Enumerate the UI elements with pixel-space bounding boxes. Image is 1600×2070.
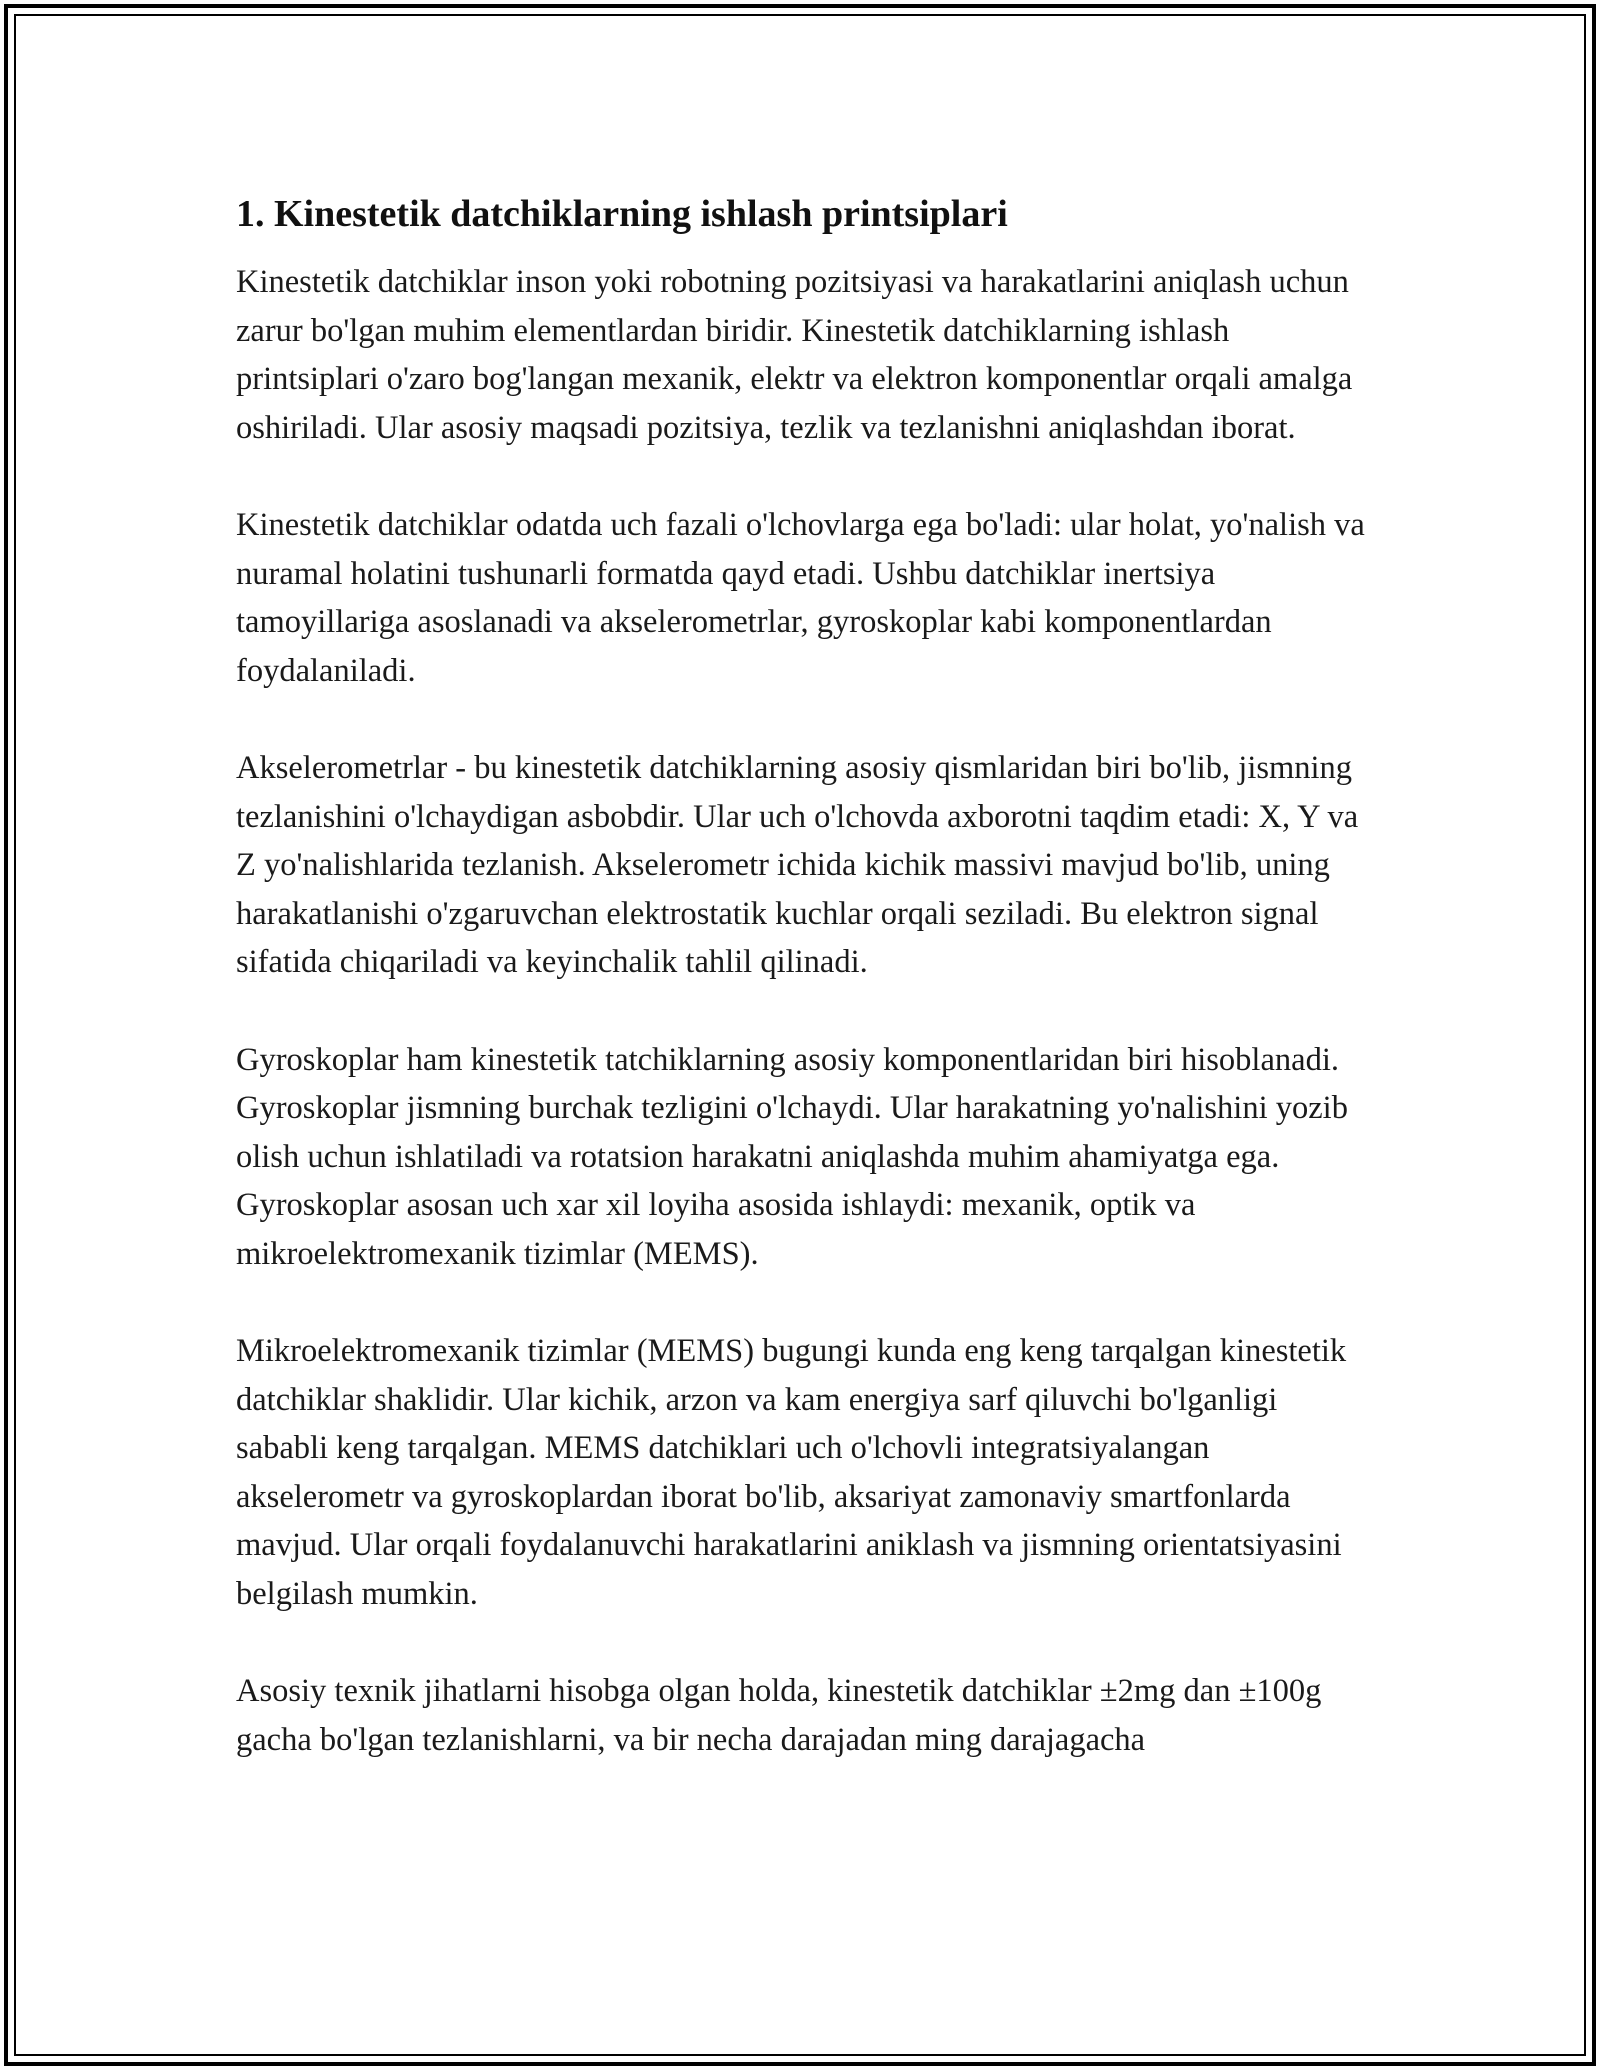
- document-content: [236, 186, 1371, 1813]
- paragraph-2: Kinestetik datchiklar odatda uch fazali o'lchovlarga ega bo'ladi: ular holat, yo'nalish va nuramal holatini tushunarli formatda qayd etadi. Ushbu datchiklar inertsiya tamoyillariga asoslanadi va akselerometrlar, gyroskoplar kabi komponentlardan foydalaniladi.: [236, 507, 1365, 689]
- paragraph-6: Asosiy texnik jihatlarni hisobga olgan holda, kinestetik datchiklar ±2mg dan ±100g gacha bo'lgan tezlanishlarni, va bir necha darajadan ming darajagacha: [236, 1673, 1322, 1758]
- section-heading: 1. Kinestetik datchiklarning ishlash printsiplari: [236, 193, 1008, 235]
- paragraph-4: Gyroskoplar ham kinestetik tatchiklarning asosiy komponentlaridan biri hisoblanadi. Gyroskoplar jismning burchak tezligini o'lchaydi. Ular harakatning yo'nalishini yozib olish uchun ishlatiladi va rotatsion harakatni aniqlashda muhim ahamiyatga ega. Gyroskoplar asosan uch xar xil loyiha asosida ishlaydi: mexanik, optik va mikroelektromexanik tizimlar (MEMS).: [236, 1041, 1348, 1272]
- paragraph-1: Kinestetik datchiklar inson yoki robotning pozitsiyasi va harakatlarini aniqlash uchun zarur bo'lgan muhim elementlardan biridir. Kinestetik datchiklarning ishlash printsiplari o'zaro bog'langan mexanik, elektr va elektron komponentlar orqali amalga oshiriladi. Ular asosiy maqsadi pozitsiya, tezlik va tezlanishni aniqlashdan iborat.: [236, 264, 1353, 446]
- paragraph-5: Mikroelektromexanik tizimlar (MEMS) bugungi kunda eng keng tarqalgan kinestetik datchiklar shaklidir. Ular kichik, arzon va kam energiya sarf qiluvchi bo'lganligi sababli keng tarqalgan. MEMS datchiklari uch o'lchovli integratsiyalangan akselerometr va gyroskoplardan iborat bo'lib, aksariyat zamonaviy smartfonlarda mavjud. Ular orqali foydalanuvchi harakatlarini aniklash va jismning orientatsiyasini belgilash mumkin.: [236, 1333, 1347, 1612]
- paragraph-3: Akselerometrlar - bu kinestetik datchiklarning asosiy qismlaridan biri bo'lib, jismning tezlanishini o'lchaydigan asbobdir. Ular uch o'lchovda axborotni taqdim etadi: X, Y va Z yo'nalishlarida tezlanish. Akselerometr ichida kichik massivi mavjud bo'lib, uning harakatlanishi o'zgaruvchan elektrostatik kuchlar orqali seziladi. Bu elektron signal sifatida chiqariladi va keyinchalik tahlil qilinadi.: [236, 750, 1359, 980]
